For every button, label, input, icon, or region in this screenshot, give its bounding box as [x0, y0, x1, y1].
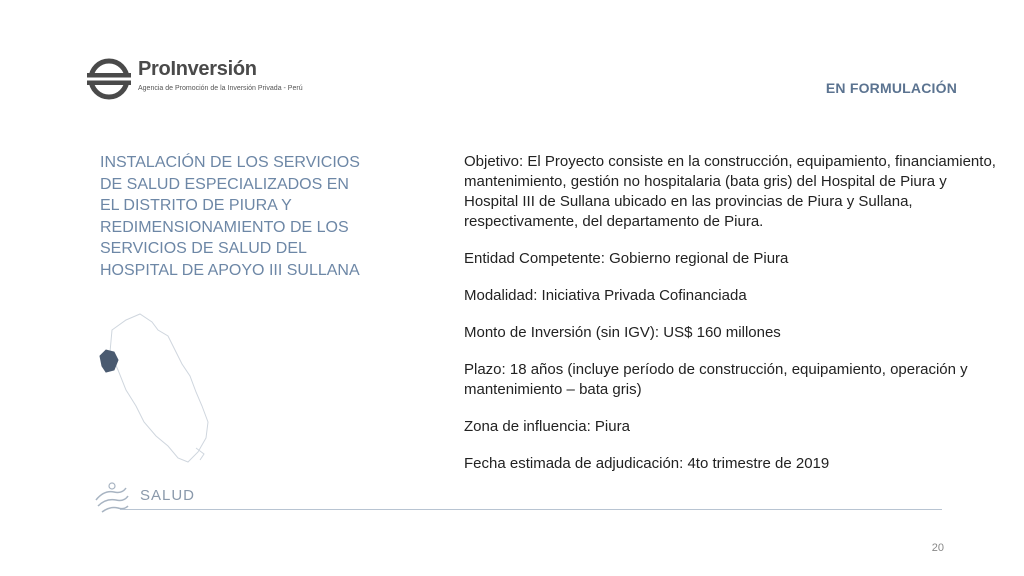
modality-text: Modalidad: Iniciativa Privada Cofinanciada [464, 287, 747, 304]
objective-text: Objetivo: El Proyecto consiste en la construcción, equipamiento, financiamiento, mantenimiento, gestión no hospitalaria (bata gris) del Hospital de Piura y Hospital III de Sullana ubicado en las provincias de Piura y Sullana, respectivamente, del departamento de Piura. [464, 153, 996, 230]
zone-text: Zona de influencia: Piura [464, 418, 630, 435]
sector-label: SALUD [140, 487, 196, 504]
status-label: EN FORMULACIÓN [825, 80, 957, 96]
piura-region-shape [100, 350, 118, 372]
investment-text: Monto de Inversión (sin IGV): US$ 160 millones [464, 324, 781, 341]
proinversion-logo-icon [86, 56, 132, 102]
project-title: INSTALACIÓN DE LOS SERVICIOS DE SALUD ESPECIALIZADOS EN EL DISTRITO DE PIURA Y REDIMENSIONAMIENTO DE LOS SERVICIOS DE SALUD DEL HOSPITAL DE APOYO III SULLANA [100, 154, 360, 279]
term-text: Plazo: 18 años (incluye período de construcción, equipamiento, operación y mantenimiento – bata gris) [464, 361, 968, 398]
hands-icon [92, 478, 132, 518]
footer-divider [120, 509, 942, 510]
page-number: 20 [931, 542, 944, 554]
peru-map-icon [92, 300, 222, 480]
project-details [464, 152, 1004, 491]
brand-subtitle: Agencia de Promoción de la Inversión Privada - Perú [138, 85, 303, 92]
brand-name: ProInversión [138, 58, 257, 80]
brand-logo [86, 56, 326, 106]
entity-text: Entidad Competente: Gobierno regional de Piura [464, 250, 789, 267]
award-date-text: Fecha estimada de adjudicación: 4to trimestre de 2019 [464, 455, 830, 472]
